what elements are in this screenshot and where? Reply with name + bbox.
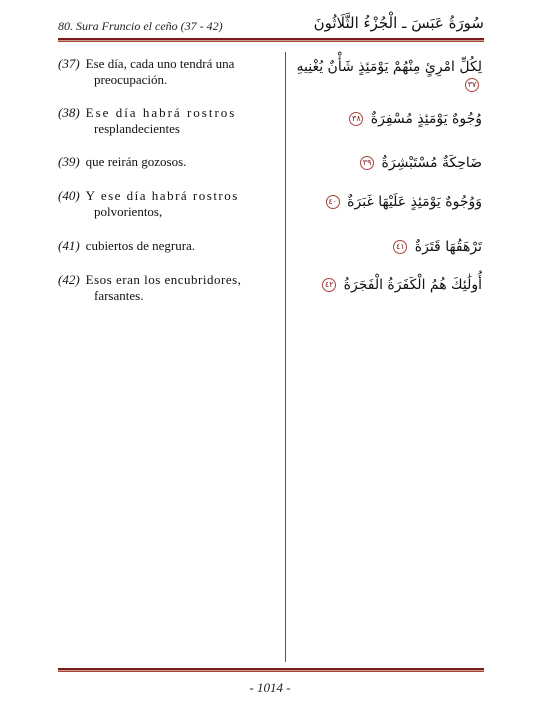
verse-end-marker-icon: ٣٧ [465, 78, 479, 92]
verse-end-marker-icon: ٣٨ [349, 112, 363, 126]
header-arabic-title: سُورَةُ عَبَسَ ـ الْجُزْءُ الثَّلَاثُونَ [313, 14, 484, 32]
verse-end-marker-icon: ٤٢ [322, 278, 336, 292]
verse-text: Ese día, cada uno tendrá una [85, 56, 235, 71]
arabic-verse-text: وُجُوهٌ يَوْمَئِذٍ مُسْفِرَةٌ [370, 111, 482, 127]
spanish-verse [58, 238, 276, 254]
verse-end-marker-icon: ٤٠ [326, 195, 340, 209]
spanish-verse [58, 188, 276, 220]
spanish-verse [58, 272, 276, 304]
verse-text: Esos eran los encubridores, [85, 272, 242, 287]
arabic-verse-text: وَوُجُوهٌ يَوْمَئِذٍ عَلَيْهَا غَبَرَةٌ [347, 194, 482, 210]
verse-text-continuation: preocupación. [94, 72, 168, 87]
verse-number: (42) [58, 272, 80, 287]
page-number: - 1014 - [249, 680, 291, 695]
verse-text: Ese día habrá rostros [85, 105, 237, 120]
header-rule [58, 38, 484, 42]
verse-number: (39) [58, 154, 80, 169]
spanish-verse [58, 56, 276, 88]
arabic-verse-text: تَرْهَقُهَا قَتَرَةٌ [414, 239, 482, 255]
verse-number: (41) [58, 238, 80, 253]
arabic-verse [292, 58, 482, 94]
arabic-verse [292, 110, 482, 128]
arabic-verse-text: لِكُلِّ امْرِئٍ مِنْهُمْ يَوْمَئِذٍ شَأْنٌ يُغْنِيهِ [296, 59, 482, 75]
verse-end-marker-icon: ٣٩ [360, 156, 374, 170]
spanish-verse [58, 105, 276, 137]
header-surah-title: 80. Sura Fruncio el ceño (37 - 42) [58, 19, 223, 33]
arabic-verse [292, 238, 482, 256]
verse-end-marker-icon: ٤١ [393, 240, 407, 254]
verse-text-continuation: farsantes. [94, 288, 144, 303]
verse-text-continuation: polvorientos, [94, 204, 163, 219]
verse-text: Y ese día habrá rostros [85, 188, 239, 203]
verse-number: (38) [58, 105, 80, 120]
arabic-verse [292, 193, 482, 211]
verse-text: que reirán gozosos. [85, 154, 187, 169]
arabic-verse [292, 154, 482, 172]
verse-number: (40) [58, 188, 80, 203]
arabic-verse-text: ضَاحِكَةٌ مُسْتَبْشِرَةٌ [381, 155, 482, 171]
footer-rule [58, 668, 484, 672]
arabic-verse-text: أُولَٰئِكَ هُمُ الْكَفَرَةُ الْفَجَرَةُ [343, 277, 482, 293]
verse-number: (37) [58, 56, 80, 71]
spanish-verse [58, 154, 276, 170]
verse-text-continuation: resplandecientes [94, 121, 180, 136]
column-divider [285, 52, 286, 662]
verse-text: cubiertos de negrura. [85, 238, 196, 253]
arabic-verse [292, 276, 482, 294]
